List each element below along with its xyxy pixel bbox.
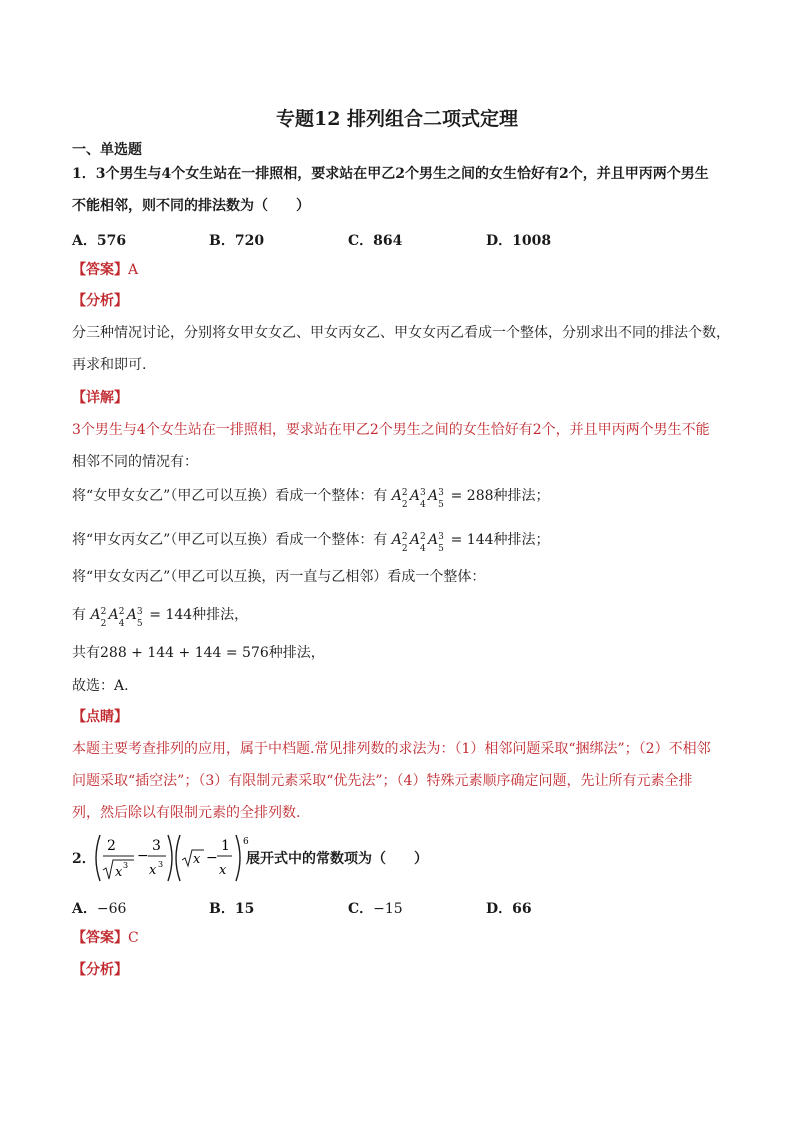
q2-paren-left-2	[176, 835, 180, 881]
q2-paren-left-1	[96, 835, 100, 881]
q2-f3-num: 1	[221, 838, 230, 854]
q1-number: 1．	[72, 166, 96, 182]
q1-case3: 有 A 2 2 A 2 4 A 3 5 = 144种排法，	[72, 607, 249, 629]
q2-option-c: C．−15	[348, 901, 403, 917]
q1-total: 共有288 + 144 + 144 = 576种排法，	[72, 645, 325, 661]
q2-f2-exp: 3	[158, 860, 164, 869]
q2-option-b: B．15	[209, 901, 255, 917]
q1-option-c: C．864	[348, 233, 403, 249]
q2-number: 2．	[72, 851, 96, 867]
q2-f2-var: x	[149, 863, 157, 878]
q1-answer: 【答案】A	[72, 262, 139, 278]
q2-stem-suffix: 展开式中的常数项为（ ）	[246, 851, 428, 867]
q1-stem-line1: 1．3个男生与4个女生站在一排照相，要求站在甲乙2个男生之间的女生恰好有2个，并且甲丙两个男生	[72, 166, 709, 182]
q2-option-a: A．−66	[72, 901, 127, 917]
q2-f1-exp: 3	[123, 861, 129, 870]
q1-analysis-line2: 再求和即可.	[72, 357, 147, 373]
q1-analysis-line1: 分三种情况讨论，分别将女甲女女乙、甲女丙女乙、甲女女丙乙看成一个整体，分别求出不同的排法个数，	[72, 325, 730, 341]
q1-note-line1: 本题主要考查排列的应用，属于中档题.常见排列数的求法为：（1）相邻问题采取“捆绑法”；（2）不相邻	[72, 741, 711, 757]
q1-detail-line1: 3个男生与4个女生站在一排照相，要求站在甲乙2个男生之间的女生恰好有2个，并且甲丙两个男生不能	[72, 422, 710, 438]
q2-option-d: D．66	[486, 901, 532, 917]
q1-option-a: A．576	[72, 233, 127, 249]
q1-detail-tag: 【详解】	[72, 390, 128, 406]
q1-case1: 将“女甲女女乙”（甲乙可以互换）看成一个整体：有 A 2 2 A 3 4 A 3 5 = 288种排法；	[72, 488, 550, 510]
q2-f1-num: 2	[107, 838, 116, 854]
page-title: 专题12 排列组合二项式定理	[275, 108, 519, 130]
section-heading: 一、单选题	[72, 142, 142, 158]
q1-note-line2: 问题采取“插空法”；（3）有限制元素采取“优先法”；（4）特殊元素顺序确定问题，先让所有元素全排	[72, 773, 693, 789]
q2-paren-right-1	[168, 835, 172, 881]
q2-formula	[92, 832, 252, 884]
q1-choose: 故选：A.	[72, 678, 129, 694]
q1-option-d: D．1008	[486, 233, 552, 249]
q2-f2-num: 3	[152, 838, 161, 854]
q1-case3-line: 将“甲女女丙乙”（甲乙可以互换，丙一直与乙相邻）看成一个整体：	[72, 569, 486, 585]
q2-power: 6	[243, 837, 249, 847]
q1-analysis-tag: 【分析】	[72, 293, 128, 309]
q2-minus-1: −	[137, 848, 149, 864]
q2-paren-right-2	[236, 835, 240, 881]
q2-analysis-tag: 【分析】	[72, 962, 128, 978]
q1-case2: 将“甲女丙女乙”（甲乙可以互换）看成一个整体：有 A 2 2 A 2 4 A 3 5 = 144种排法；	[72, 532, 550, 554]
q2-sqrt-var: x	[193, 852, 201, 867]
q1-note-line3: 列，然后除以有限制元素的全排列数.	[72, 805, 301, 821]
q2-f3-var: x	[219, 863, 227, 878]
q1-detail-line2: 相邻不同的情况有：	[72, 454, 198, 470]
q1-stem-line2: 不能相邻，则不同的排法数为（ ）	[72, 198, 310, 214]
q1-option-b: B．720	[209, 233, 265, 249]
q2-answer: 【答案】C	[72, 930, 139, 946]
q2-f1-var: x	[115, 865, 123, 880]
q1-note-tag: 【点睛】	[72, 709, 128, 725]
q2-minus-2: −	[206, 850, 218, 866]
